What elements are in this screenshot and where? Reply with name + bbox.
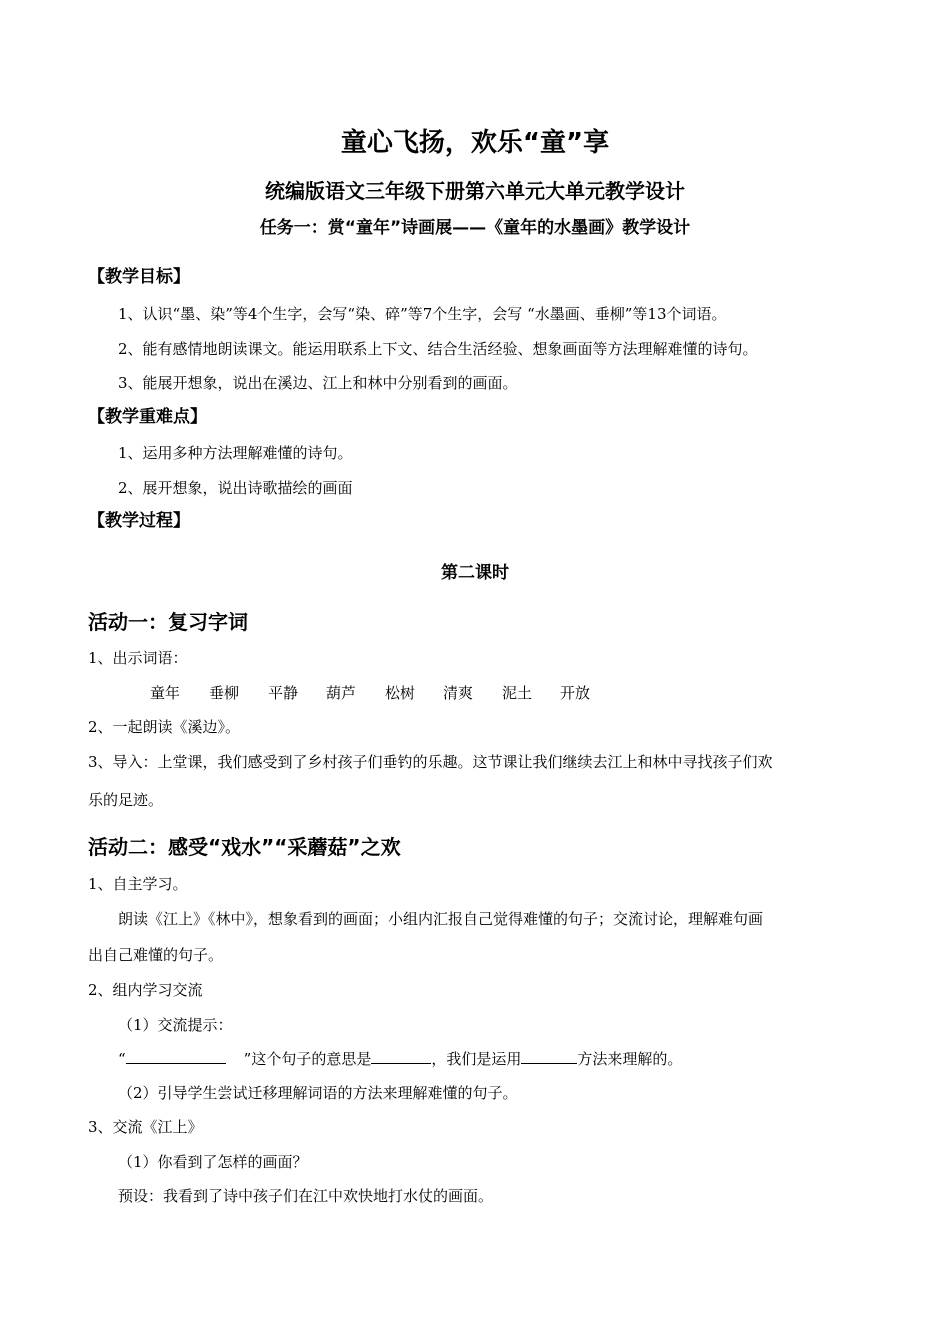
objectives-heading: 【教学目标】 bbox=[88, 267, 190, 287]
activity2-step3: 3、交流《江上》 bbox=[88, 1118, 203, 1136]
vocab-word: 垂柳 bbox=[209, 684, 240, 702]
vocab-word: 松树 bbox=[385, 684, 416, 702]
blank-text: ，我们是运用 bbox=[431, 1050, 522, 1068]
activity1-heading: 活动一：复习字词 bbox=[88, 610, 248, 634]
task-title: 任务一：赏“童年”诗画展——《童年的水墨画》教学设计 bbox=[259, 218, 691, 238]
open-quote: “ bbox=[118, 1050, 126, 1068]
activity2-sub1: （1）交流提示： bbox=[118, 1016, 233, 1034]
blank-line bbox=[521, 1049, 577, 1064]
blank-text: 方法来理解的。 bbox=[577, 1050, 683, 1068]
activity1-step1: 1、出示词语： bbox=[88, 649, 188, 667]
vocab-word: 葫芦 bbox=[326, 684, 357, 702]
document-title: 童心飞扬，欢乐“童”享 bbox=[340, 128, 610, 158]
activity2-sub2: （2）引导学生尝试迁移理解词语的方法来理解难懂的句子。 bbox=[118, 1084, 518, 1102]
activity2-step2: 2、组内学习交流 bbox=[88, 981, 203, 999]
vocab-word: 童年 bbox=[150, 684, 181, 702]
vocab-word: 开放 bbox=[560, 684, 591, 702]
blank-text: ”这个句子的意思是 bbox=[243, 1050, 372, 1068]
activity2-step1: 1、自主学习。 bbox=[88, 875, 188, 893]
activity1-step2: 2、一起朗读《溪边》。 bbox=[88, 718, 241, 736]
vocab-word: 泥土 bbox=[502, 684, 533, 702]
fill-in-sentence bbox=[118, 1049, 682, 1069]
blank-line bbox=[371, 1049, 431, 1064]
key-point-item: 2、展开想象，说出诗歌描绘的画面 bbox=[118, 479, 353, 497]
key-points-heading: 【教学重难点】 bbox=[88, 407, 207, 427]
objective-item: 3、能展开想象，说出在溪边、江上和林中分别看到的画面。 bbox=[118, 374, 518, 392]
blank-line bbox=[126, 1049, 226, 1064]
activity2-paragraph-cont: 出自己难懂的句子。 bbox=[88, 946, 224, 964]
activity2-preset: 预设：我看到了诗中孩子们在江中欢快地打水仗的画面。 bbox=[118, 1187, 494, 1205]
activity1-step3: 3、导入：上堂课，我们感受到了乡村孩子们垂钓的乐趣。这节课让我们继续去江上和林中寻找孩子们欢 bbox=[88, 753, 773, 771]
objective-item: 1、认识“墨、染”等4个生字，会写“染、碎”等7个生字，会写 “水墨画、垂柳”等13个词语。 bbox=[118, 305, 727, 323]
activity2-sub3: （1）你看到了怎样的画面？ bbox=[118, 1153, 308, 1171]
activity1-step3-cont: 乐的足迹。 bbox=[88, 791, 164, 809]
activity2-heading: 活动二：感受“戏水”“采蘑菇”之欢 bbox=[88, 835, 401, 859]
objective-item: 2、能有感情地朗读课文。能运用联系上下文、结合生活经验、想象画面等方法理解难懂的诗句。 bbox=[118, 340, 758, 358]
document-subtitle: 统编版语文三年级下册第六单元大单元教学设计 bbox=[265, 179, 685, 203]
key-point-item: 1、运用多种方法理解难懂的诗句。 bbox=[118, 444, 353, 462]
activity2-paragraph: 朗读《江上》《林中》，想象看到的画面；小组内汇报自己觉得难懂的句子；交流讨论，理解难句画 bbox=[118, 910, 764, 928]
lesson-label: 第二课时 bbox=[441, 563, 509, 583]
process-heading: 【教学过程】 bbox=[88, 511, 190, 531]
vocab-word: 清爽 bbox=[443, 684, 474, 702]
vocab-word: 平静 bbox=[268, 684, 299, 702]
